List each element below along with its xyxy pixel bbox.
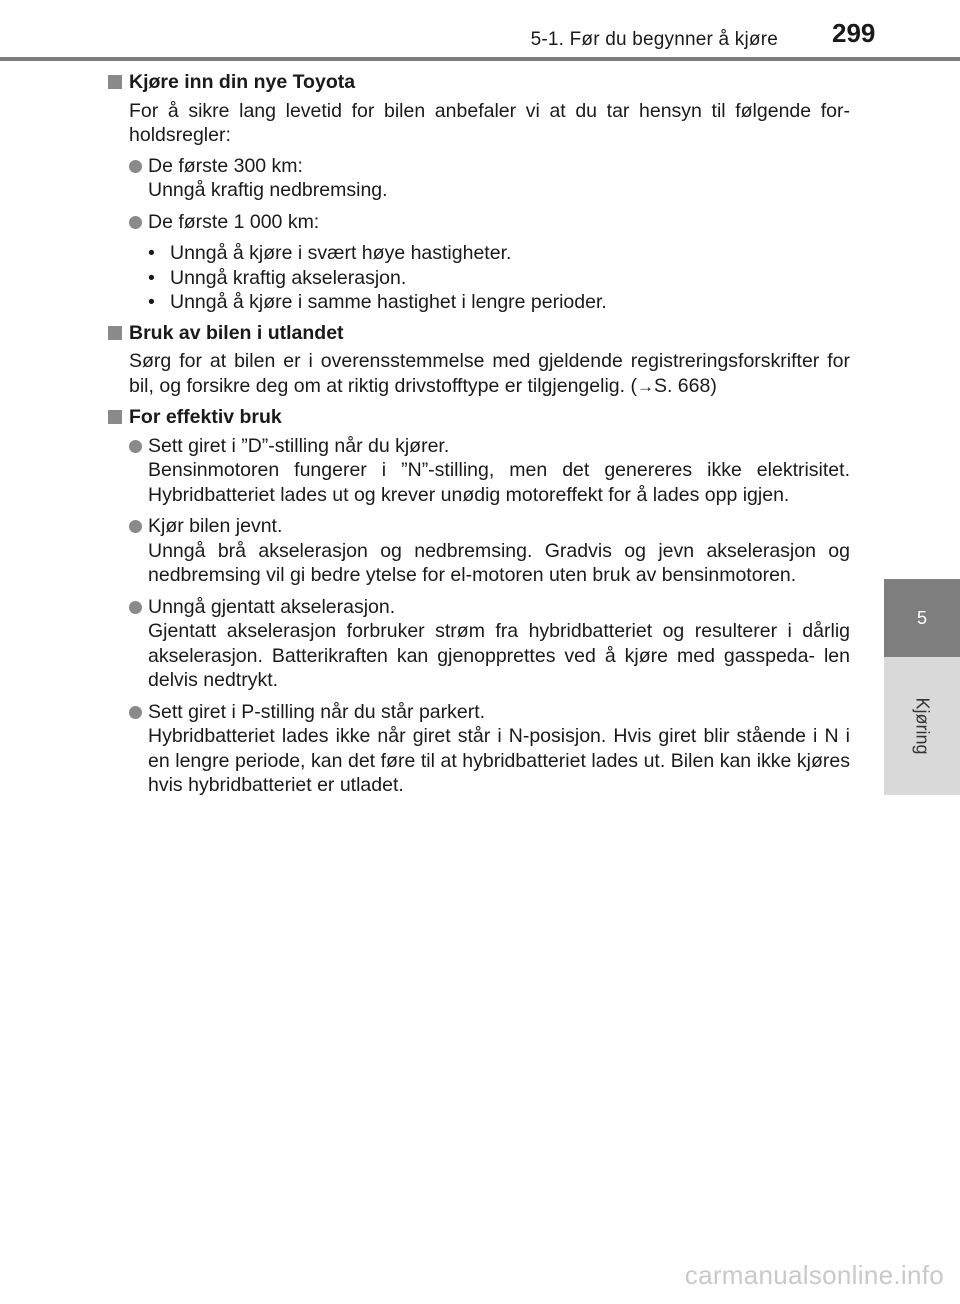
heading-text: For effektiv bruk [129,406,282,428]
bullet-lead: De første 1 000 km: [148,210,320,233]
sub-list [148,241,850,315]
bullet-lead: Unngå gjentatt akselerasjon. [148,595,396,618]
page-reference-link[interactable]: S. 668) [653,374,717,397]
bullet-lead: De første 300 km: [148,154,303,177]
abroad-paragraph [129,349,850,399]
section-abroad [108,321,850,400]
list-item [129,700,850,798]
heading-text: Bruk av bilen i utlandet [129,321,344,344]
sub-list-item: • Unngå å kjøre i samme hastighet i lengre perioder. [148,290,850,315]
sub-list-item: • Unngå kraftig akselerasjon. [148,266,850,291]
section-efficient-use [108,405,850,798]
bullet-lead: Kjør bilen jevnt. [148,515,283,537]
circle-bullet-icon [129,520,142,533]
section-heading [108,321,850,346]
intro-paragraph: For å sikre lang levetid for bilen anbefaler vi at du tar hensyn til følgende for- holdsregler: [129,99,850,146]
section-break-in [108,70,850,315]
page-content [108,70,850,805]
list-item [129,434,850,508]
section-title: 5-1. Før du begynner å kjøre [530,29,778,50]
circle-bullet-icon [129,601,142,614]
bullet-text: Unngå brå akselerasjon og nedbremsing. Gradvis og jevn akselerasjon og nedbremsing vil gi bedre ytelse for el-motoren uten bruk av bensinmotoren. [148,539,850,586]
list-item [129,154,850,203]
circle-bullet-icon [129,216,142,229]
square-bullet-icon [108,75,122,89]
watermark: carmanualsonline.info [684,1260,944,1290]
chapter-tab [884,579,960,657]
bullet-text: Bensinmotoren fungerer i ”N”-stilling, men det genereres ikke elektrisitet. Hybridbatteriet lades ut og krever unødig motoreffekt for å lades opp igjen. [148,459,850,506]
chapter-label: Kjøring [912,697,933,755]
list-item [129,514,850,588]
list-item [129,210,850,235]
abroad-text: Sørg for at bilen er i overensstemmelse med gjeldende registreringsforskrifter for bil, og forsikre deg om at riktig drivstofftype er tilgjengelig. ( [129,350,850,397]
heading-text: Kjøre inn din nye Toyota [129,71,356,93]
bullet-lead: Sett giret i ”D”-stilling når du kjører. [148,434,450,457]
section-heading [108,405,850,430]
arrow-right-icon: → [636,376,654,396]
bullet-lead: Sett giret i P-stilling når du står parkert. [148,700,486,723]
circle-bullet-icon [129,160,142,173]
bullet-text: Gjentatt akselerasjon forbruker strøm fra hybridbatteriet og resulterer i dårlig akselerasjon. Batterikraften kan gjenopprettes ved å kjøre med gasspeda- len delvis nedtrykt. [148,620,850,691]
page-header [0,0,960,62]
chapter-number: 5 [916,607,927,628]
square-bullet-icon [108,410,122,424]
sub-list-item: • Unngå å kjøre i svært høye hastigheter. [148,241,850,266]
section-heading [108,70,850,95]
square-bullet-icon [108,326,122,340]
bullet-text: Hybridbatteriet lades ikke når giret står i N-posisjon. Hvis giret blir stående i N i en lengre periode, kan det føre til at hybridbatteriet lades ut. Bilen kan ikke kjøres hvis hybridbatteriet er utladet. [148,725,850,796]
circle-bullet-icon [129,440,142,453]
bullet-text: Unngå kraftig nedbremsing. [148,179,388,201]
list-item [129,595,850,693]
circle-bullet-icon [129,706,142,719]
header-rule [0,57,960,61]
page-number: 299 [832,18,876,48]
